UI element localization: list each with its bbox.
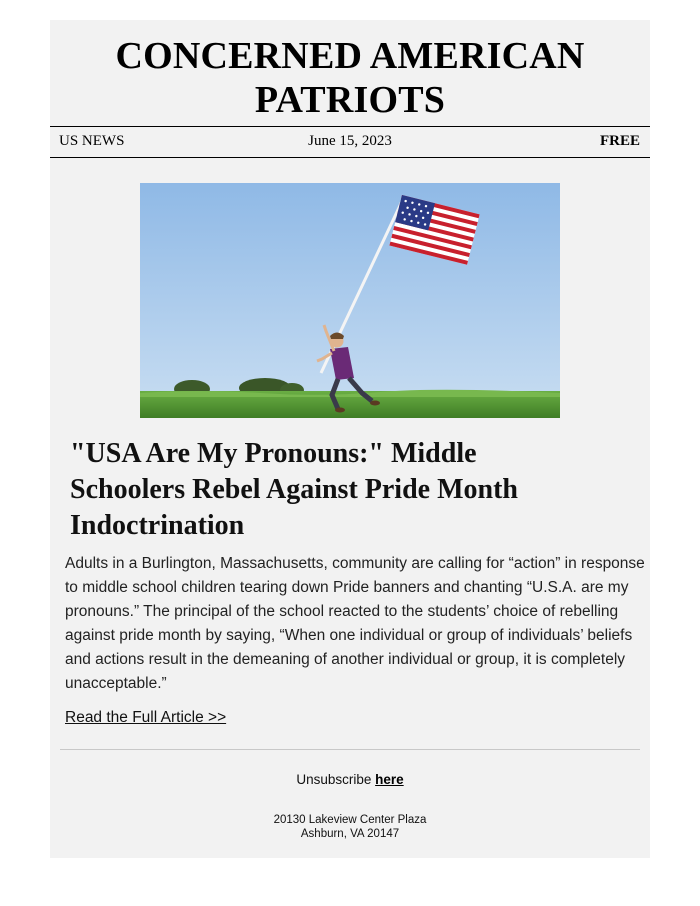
article-summary: Adults in a Burlington, Massachusetts, community are calling for “action” in response to middle school children tearing down Pride banners and chanting “U.S.A. are my pronouns.” The principal of the school reacted to the students’ choice of rebelling against pride month by saying, “When one individual or group of individuals’ beliefs and actions result in the demeaning of another individual or group, it is completely unacceptable.” — [65, 555, 645, 692]
article-headline — [70, 436, 590, 544]
section-label: US NEWS — [59, 133, 125, 149]
mailing-address — [50, 813, 650, 841]
issue-date: June 15, 2023 — [308, 133, 392, 149]
masthead-title — [50, 34, 650, 122]
unsubscribe-line — [50, 772, 650, 787]
headline-line-2: Schoolers Rebel Against Pride Month — [70, 474, 518, 505]
read-full-article-link[interactable]: Read the Full Article >> — [65, 709, 227, 726]
price-label: FREE — [599, 133, 640, 149]
masthead-info-bar — [50, 126, 650, 158]
hero-image — [140, 183, 560, 418]
newsletter-container — [50, 20, 650, 858]
masthead-line-1: CONCERNED AMERICAN — [115, 35, 585, 77]
unsubscribe-prefix: Unsubscribe — [296, 772, 376, 787]
address-line-1: 20130 Lakeview Center Plaza — [273, 814, 427, 826]
headline-line-1: "USA Are My Pronouns:" Middle — [70, 438, 477, 469]
headline-line-3: Indoctrination — [70, 510, 245, 541]
unsubscribe-link[interactable]: here — [375, 772, 404, 787]
address-line-2: Ashburn, VA 20147 — [300, 828, 400, 840]
footer-divider — [60, 749, 640, 750]
boy-with-flag-illustration — [140, 183, 560, 418]
masthead-line-2: PATRIOTS — [254, 79, 446, 121]
